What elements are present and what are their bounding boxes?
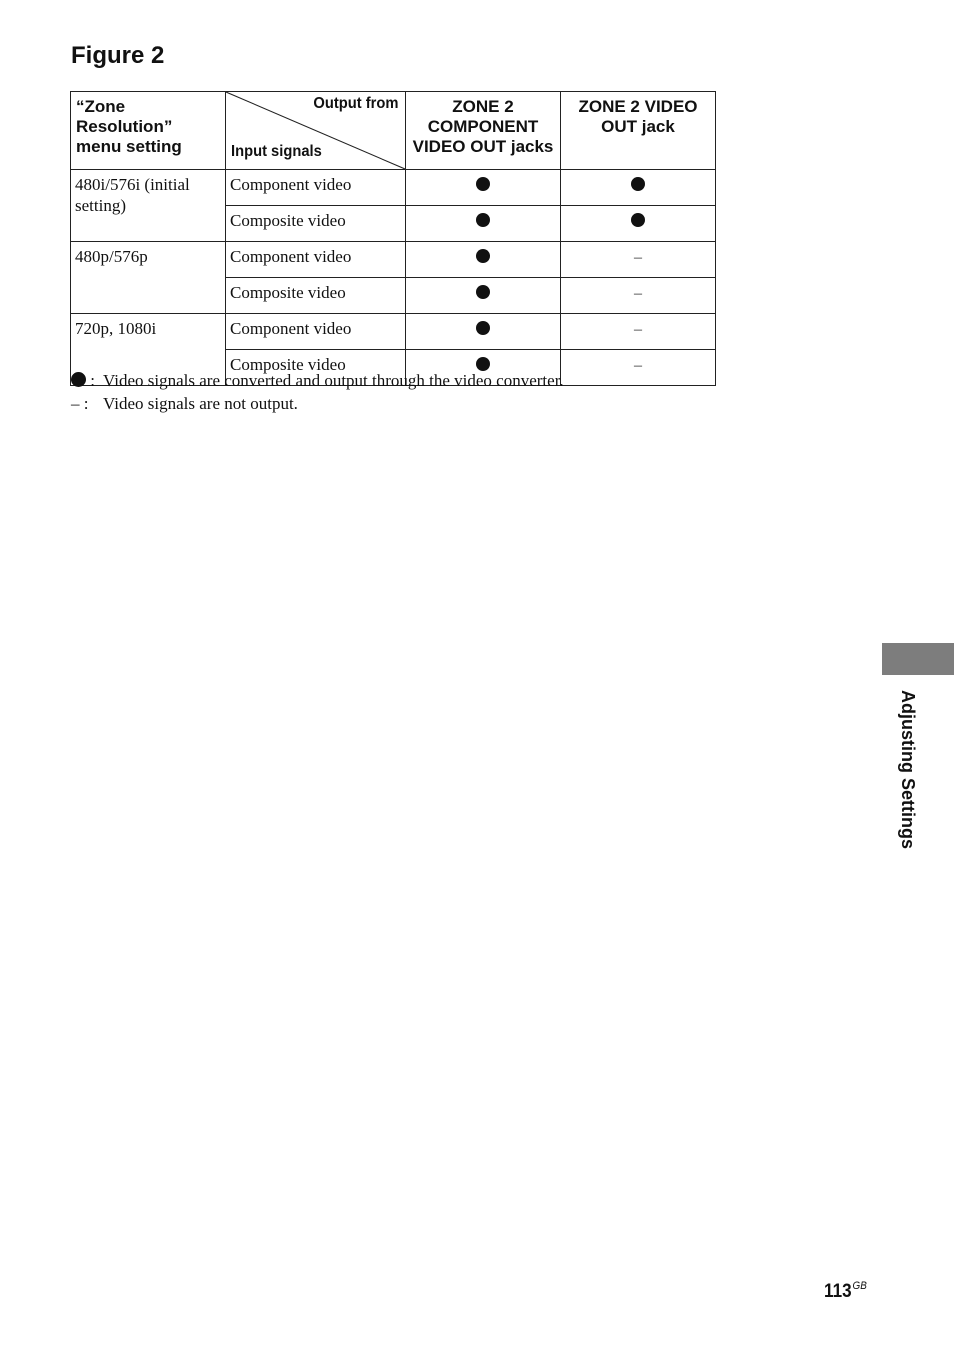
component-output-cell [406, 314, 561, 350]
setting-cell: 720p, 1080i [71, 314, 226, 386]
header-menu-setting: “Zone Resolution” menu setting [71, 92, 226, 170]
header-input-signals: Input signals [231, 143, 322, 160]
filled-circle-icon [631, 213, 645, 227]
setting-cell: 480p/576p [71, 242, 226, 314]
resolution-table [70, 91, 716, 386]
legend-text: Video signals are not output. [103, 394, 298, 413]
setting-cell: 480i/576i (initial setting) [71, 170, 226, 242]
legend-item-converted [71, 370, 564, 391]
legend-separator: : [83, 394, 89, 413]
filled-circle-icon [476, 213, 490, 227]
filled-circle-icon [71, 372, 86, 387]
dash-mark: – [634, 285, 642, 302]
figure-title: Figure 2 [71, 42, 165, 69]
component-output-cell [406, 278, 561, 314]
header-component-jacks: ZONE 2 COMPONENT VIDEO OUT jacks [406, 92, 561, 170]
dash-mark: – [71, 394, 80, 413]
page-number-suffix: GB [852, 1280, 867, 1292]
video-output-cell [561, 278, 716, 314]
dash-mark: – [634, 249, 642, 266]
legend-symbol [71, 370, 103, 391]
input-cell: Composite video [226, 206, 406, 242]
input-cell: Composite video [226, 278, 406, 314]
video-output-cell [561, 170, 716, 206]
filled-circle-icon [476, 285, 490, 299]
section-tab [882, 643, 954, 675]
video-output-cell [561, 206, 716, 242]
table-header-row [71, 92, 716, 170]
table-row [71, 170, 716, 206]
legend-symbol [71, 393, 103, 414]
header-output-from: Output from [312, 95, 398, 112]
page-number-value: 113 [824, 1281, 852, 1302]
filled-circle-icon [476, 357, 490, 371]
legend-item-not-output [71, 393, 298, 414]
video-output-cell [561, 242, 716, 278]
dash-mark: – [634, 321, 642, 338]
input-cell: Component video [226, 170, 406, 206]
component-output-cell [406, 206, 561, 242]
filled-circle-icon [476, 249, 490, 263]
section-label: Adjusting Settings [898, 690, 918, 849]
dash-mark: – [634, 357, 642, 374]
legend-separator: : [90, 371, 95, 390]
input-cell: Composite video [226, 350, 406, 386]
legend-text: Video signals are converted and output through the video converter. [103, 371, 564, 390]
input-cell: Component video [226, 314, 406, 350]
table-row [71, 314, 716, 350]
table-row [71, 242, 716, 278]
video-output-cell [561, 314, 716, 350]
filled-circle-icon [476, 177, 490, 191]
video-output-cell [561, 350, 716, 386]
component-output-cell [406, 242, 561, 278]
header-diagonal-cell [226, 92, 406, 170]
component-output-cell [406, 170, 561, 206]
filled-circle-icon [476, 321, 490, 335]
page-number [824, 1280, 867, 1303]
header-video-jack: ZONE 2 VIDEO OUT jack [561, 92, 716, 170]
filled-circle-icon [631, 177, 645, 191]
input-cell: Component video [226, 242, 406, 278]
